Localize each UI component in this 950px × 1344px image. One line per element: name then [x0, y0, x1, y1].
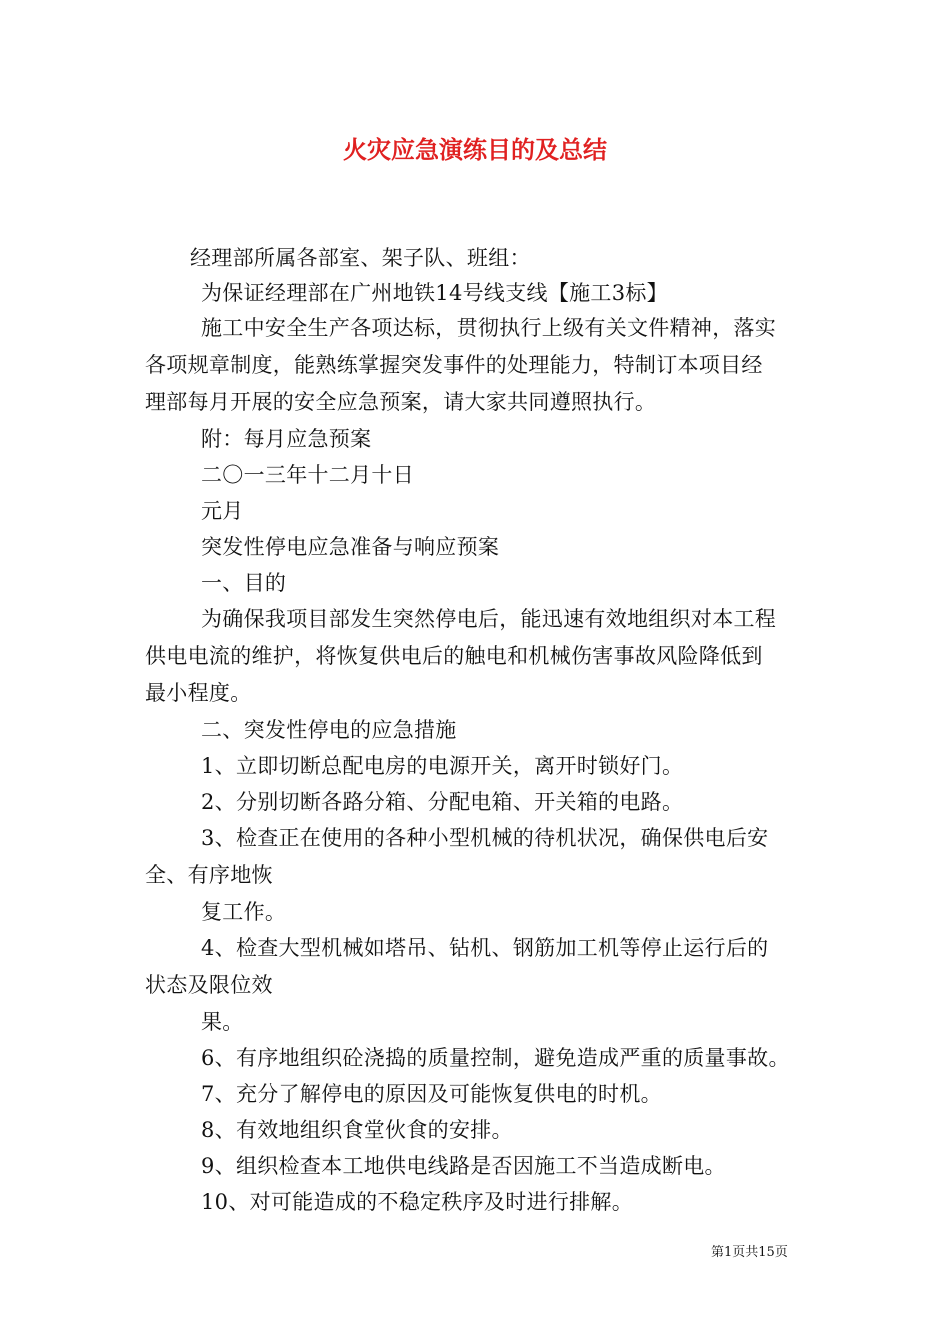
list-item: 10、对可能造成的不稳定秩序及时进行排解。 [201, 1190, 634, 1214]
list-item: 6、有序地组织砼浇捣的质量控制，避免造成严重的质量事故。 [201, 1046, 790, 1070]
paragraph-line: 二〇一三年十二月十日 [201, 463, 414, 487]
list-item-continuation: 状态及限位效 [145, 973, 273, 997]
list-item: 4、检查大型机械如塔吊、钻机、钢筋加工机等停止运行后的 [201, 936, 769, 960]
paragraph-line: 附：每月应急预案 [201, 427, 372, 451]
section-heading: 二、突发性停电的应急措施 [201, 718, 457, 742]
list-item: 8、有效地组织食堂伙食的安排。 [201, 1118, 513, 1142]
list-item-continuation: 果。 [201, 1010, 244, 1034]
paragraph-line: 理部每月开展的安全应急预案，请大家共同遵照执行。 [145, 390, 657, 414]
list-item: 2、分别切断各路分箱、分配电箱、开关箱的电路。 [201, 790, 684, 814]
paragraph-line: 元月 [201, 499, 244, 523]
paragraph-line: 最小程度。 [145, 681, 252, 705]
paragraph-line: 各项规章制度，能熟练掌握突发事件的处理能力，特制订本项目经 [145, 353, 763, 377]
paragraph-line: 为确保我项目部发生突然停电后，能迅速有效地组织对本工程 [201, 607, 777, 631]
list-item: 3、检查正在使用的各种小型机械的待机状况，确保供电后安 [201, 826, 769, 850]
list-item-continuation: 复工作。 [201, 900, 287, 924]
paragraph-line: 施工中安全生产各项达标，贯彻执行上级有关文件精神，落实 [201, 316, 777, 340]
list-item: 7、充分了解停电的原因及可能恢复供电的时机。 [201, 1082, 662, 1106]
paragraph-line: 经理部所属各部室、架子队、班组： [190, 246, 531, 270]
list-item: 1、立即切断总配电房的电源开关，离开时锁好门。 [201, 754, 684, 778]
document-title: 火灾应急演练目的及总结 [343, 135, 607, 164]
list-item-continuation: 全、有序地恢 [145, 863, 273, 887]
paragraph-line: 突发性停电应急准备与响应预案 [201, 535, 500, 559]
list-item: 9、组织检查本工地供电线路是否因施工不当造成断电。 [201, 1154, 726, 1178]
paragraph-line: 为保证经理部在广州地铁14号线支线【施工3标】 [201, 281, 668, 305]
page-footer: 第1页共15页 [711, 1245, 788, 1260]
paragraph-line: 供电电流的维护，将恢复供电后的触电和机械伤害事故风险降低到 [145, 644, 763, 668]
section-heading: 一、目的 [201, 571, 287, 595]
